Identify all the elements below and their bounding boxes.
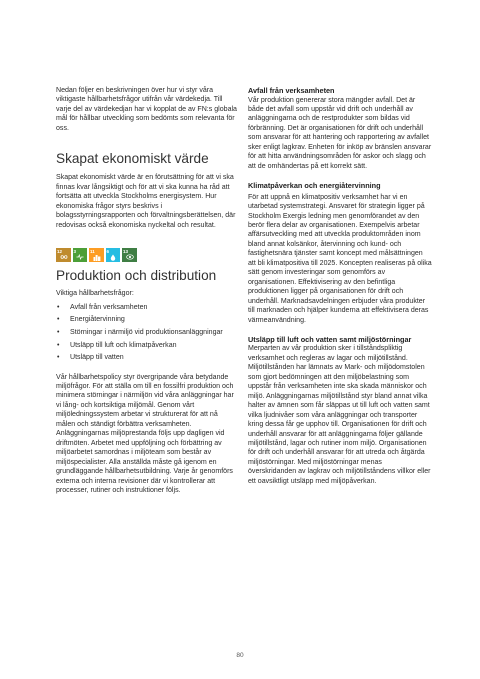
sdg-6-icon: 6: [106, 248, 121, 263]
page-number: 80: [236, 652, 244, 659]
sdg-11-icon: 11: [89, 248, 104, 263]
climate-paragraph: För att uppnå en klimatpositiv verksamhet har vi en utarbetad systemstrategi. Ansvaret för strategin ligger på Stockholm Exergis ledning men genomförandet av den berör flera delar av organisationen. Exempelvis arbetar affärsutveckling med att utveckla produktområden inom bland annat kolsänkor, återvinning och kund- och fastighetsnära tjänster samt koncept med målsättningen att bli klimatpositiva till 2025. Koncepten realiseras på olika sätt genom investeringar som genomförs av organisationen. Effektivisering av den befintliga produktionen ligger på organisationen för drift och underhåll. Marknadsavdelningen erbjuder våra produkter till marknaden och hjälper kunderna att effektivisera deras värmeanvändning.: [248, 193, 432, 324]
heading-production-distribution: Produktion och distribution: [56, 268, 217, 284]
sdg-13-icon: 13: [122, 248, 137, 263]
emissions-paragraph: Merparten av vår produktion sker i tillståndspliktig verksamhet och regleras av lagar och miljötillstånd. Miljötillstånden har lämnats av Mark- och miljödomstolen som gjort bedömningen att den miljöbelastning som uppstår från verksamheten inte ska skada människor och miljö. Anläggningarnas miljötillstånd styr bland annat vilka halter av ämnen som får släppas ut till luft och vatten samt vilka ljudnivåer som våra anläggningar och transporter kring dessa får ge upphov till. Organisationen för drift och underhåll ansvarar för att anläggningarna följer gällande miljötillstånd, lagar och rutiner inom miljö. Organisationen för drift och underhåll ansvarar för att utreda och åtgärda miljöstörningar. Med miljöstörningar menas överskridanden av lagkrav och miljötillståndens villkor eller ett oavsiktligt utsläpp med miljöpåverkan.: [248, 345, 431, 485]
sustainability-issues-lead: Viktiga hållbarhetsfrågor:: [56, 290, 134, 298]
sustainability-issues-list: [56, 303, 238, 363]
sdg-3-icon: 3: [73, 248, 88, 263]
list-item: • Utsläpp till vatten: [57, 354, 124, 362]
heading-waste: Avfall från verksamheten: [248, 86, 335, 95]
intro-paragraph: Nedan följer en beskrivningen över hur vi styr våra viktigaste hållbarhetsfrågor utifrån vår värdekedja. Till varje del av värdekedjan har vi kopplat de av FN:s globala mål för hållbar utveckling som bedömts som relevanta för oss.: [56, 87, 237, 132]
list-item: • Störningar i närmiljö vid produktionsanläggningar: [57, 329, 223, 337]
right-column: [248, 86, 432, 486]
policy-paragraph: Vår hållbarhetspolicy styr övergripande våra betydande miljöfrågor. För att ställa om till en fossilfri produktion och minimera störningar i närmiljön vid våra anläggningar har vi lång- och kortsiktiga miljömål. Genom vårt miljöledningssystem arbetar vi strukturerat för att nå målen och ständigt förbättra verksamheten. Anläggningarnas miljöprestanda följs upp dagligen vid driftmöten. Arbetet med uppföljning och förbättring av miljöarbetet samordnas i miljöteam som består av miljöspecialister. Alla anställda måste gå igenom en grundläggande hållbarhetsutbildning. Varje år genomförs externa och interna revisioner där vi kontrollerar att processer, rutiner och instruktioner följs.: [56, 373, 234, 495]
sdg-12-icon: 12: [56, 248, 71, 263]
heading-emissions: Utsläpp till luft och vatten samt miljöstörningar: [248, 334, 412, 344]
left-column: [56, 86, 238, 495]
heading-climate: Klimatpåverkan och energiåtervinning: [248, 181, 381, 191]
waste-paragraph: Vår produktion genererar stora mängder avfall. Det är både det avfall som uppstår vid drift och underhåll av anläggningarna och de restprodukter som bildas vid förbränning. Det är organisationen för drift och underhåll som ansvarar för att hantering och rapportering av avfallet sker enligt lagkrav. Enheten för inköp av bränslen ansvarar för att hitta användningsområden för askor och slagg och att de omhändertas på ett korrekt sätt.: [248, 96, 432, 170]
economic-value-paragraph: Skapat ekonomiskt värde är en förutsättning för att vi ska finnas kvar långsiktigt och för att vi ska kunna ha råd att fortsätta att utveckla Stockholms energisystem. Hur ekonomiska frågor styrs beskrivs i bolagsstyrningsrapporten och förvaltningsberättelsen, där redovisas också ekonomiska nyckeltal och resultat.: [56, 174, 236, 229]
sdg-icon-row: [56, 248, 238, 263]
list-item: • Avfall från verksamheten: [57, 303, 148, 311]
list-item: • Utsläpp till luft och klimatpåverkan: [57, 341, 177, 349]
heading-economic-value: Skapat ekonomiskt värde: [56, 151, 209, 167]
list-item: • Energiåtervinning: [57, 316, 125, 324]
